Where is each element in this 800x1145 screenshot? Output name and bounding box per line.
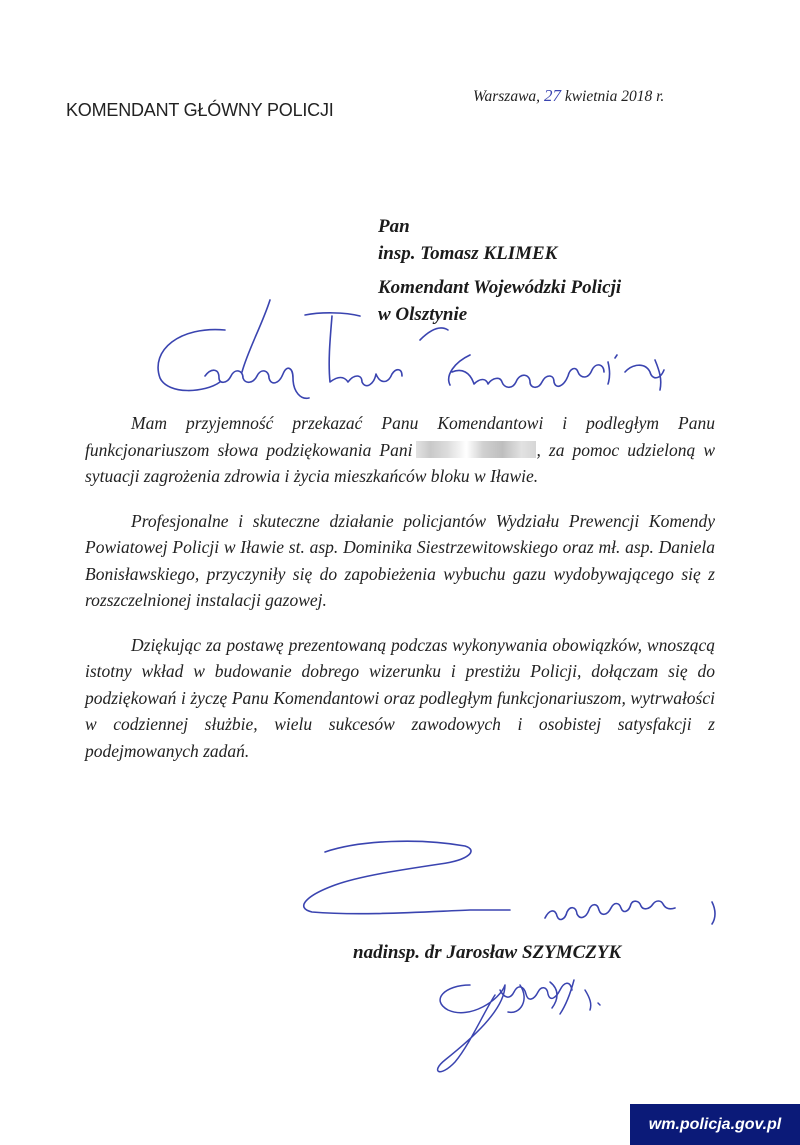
recipient-line-4: w Olsztynie [378, 304, 468, 325]
date-rest: kwietnia 2018 r. [564, 88, 665, 105]
signature-mark [438, 980, 600, 1072]
sender-heading: KOMENDANT GŁÓWNY POLICJI [66, 100, 334, 120]
date-day-handwritten: 27 [543, 86, 561, 105]
paragraph-1-text-a: Mam przyjemność przekazać Panu Komendantowi i podległym Panu funkcjonariuszom słowa podziękowania Pani [85, 413, 715, 460]
redacted-name-blur [416, 441, 536, 458]
signer-name: nadinsp. dr Jarosław SZYMCZYK [353, 942, 622, 963]
letter-body [85, 410, 715, 782]
paragraph-2: Profesjonalne i skuteczne działanie policjantów Wydziału Prewencji Komendy Powiatowej Policji w Iławie st. asp. Dominika Siestrzewitowskiego oraz mł. asp. Daniela Bonisławskiego, przyczyniły się do zapobieżenia wybuchu gazu wydobywającego się z rozszczelnionej instalacji gazowej. [85, 510, 715, 610]
recipient-line-1: Pan [378, 216, 410, 237]
paragraph-1-text-b: , za pomoc udzieloną w sytuacji zagrożenia zdrowia i życia mieszkańców bloku w Iławie. [85, 439, 715, 486]
paragraph-3: Dziękując za postawę prezentowaną podczas wykonywania obowiązków, wnoszącą istotny wkład w budowanie dobrego wizerunku i prestiżu Policji, dołączam się do podziękowań i życzę Panu Komendantowi oraz podległym funkcjonariuszom, wytrwałości w codziennej służbie, wielu sukcesów zawodowych i osobistej satysfakcji z podejmowanych zadań. [85, 634, 715, 761]
handwritten-salutation [158, 300, 664, 398]
recipient-line-3: Komendant Wojewódzki Policji [378, 277, 622, 298]
paragraph-1 [85, 410, 715, 490]
handwritten-closing [304, 841, 715, 924]
source-watermark: wm.policja.gov.pl [630, 1104, 800, 1145]
recipient-line-2: insp. Tomasz KLIMEK [378, 243, 558, 264]
place-prefix: Warszawa, [473, 88, 541, 105]
